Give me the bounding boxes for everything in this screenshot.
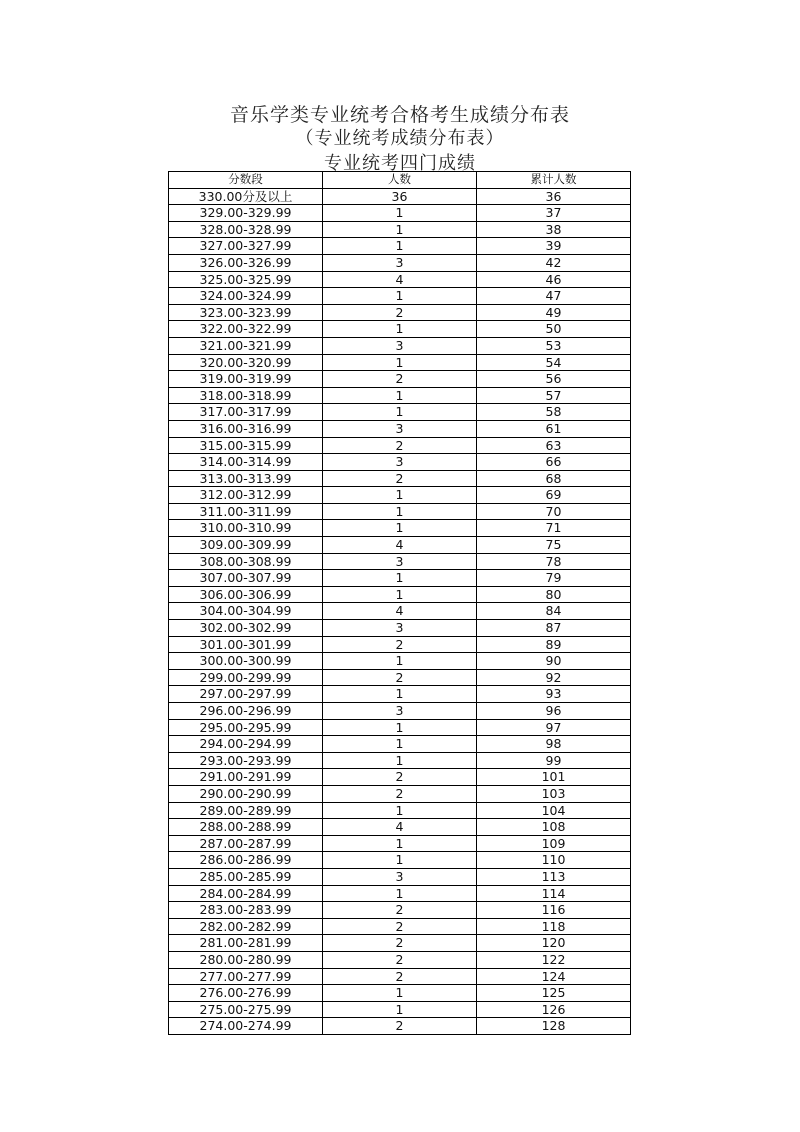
cell-count: 1 — [323, 570, 477, 587]
cell-count: 3 — [323, 420, 477, 437]
cell-cumulative-count: 122 — [477, 951, 631, 968]
cell-cumulative-count: 96 — [477, 703, 631, 720]
cell-score-range: 322.00-322.99 — [169, 321, 323, 338]
cell-count: 3 — [323, 553, 477, 570]
cell-score-range: 282.00-282.99 — [169, 918, 323, 935]
table-row — [169, 1001, 631, 1018]
table-row — [169, 188, 631, 205]
cell-cumulative-count: 113 — [477, 868, 631, 885]
cell-cumulative-count: 87 — [477, 620, 631, 637]
cell-count: 2 — [323, 935, 477, 952]
table-row — [169, 404, 631, 421]
table-body — [169, 188, 631, 1034]
cell-cumulative-count: 42 — [477, 254, 631, 271]
table-row — [169, 288, 631, 305]
cell-score-range: 308.00-308.99 — [169, 553, 323, 570]
table-row — [169, 852, 631, 869]
cell-count: 3 — [323, 337, 477, 354]
table-row — [169, 835, 631, 852]
table-row — [169, 537, 631, 554]
cell-cumulative-count: 79 — [477, 570, 631, 587]
cell-count: 36 — [323, 188, 477, 205]
cell-count: 1 — [323, 520, 477, 537]
document-subtitle: （专业统考成绩分布表） — [295, 128, 505, 149]
cell-score-range: 315.00-315.99 — [169, 437, 323, 454]
cell-cumulative-count: 101 — [477, 769, 631, 786]
table-row — [169, 520, 631, 537]
cell-count: 2 — [323, 304, 477, 321]
cell-cumulative-count: 80 — [477, 586, 631, 603]
cell-score-range: 312.00-312.99 — [169, 487, 323, 504]
header-score-range: 分数段 — [169, 172, 323, 189]
cell-count: 3 — [323, 703, 477, 720]
cell-cumulative-count: 54 — [477, 354, 631, 371]
table-row — [169, 620, 631, 637]
cell-cumulative-count: 38 — [477, 221, 631, 238]
cell-score-range: 297.00-297.99 — [169, 686, 323, 703]
cell-cumulative-count: 125 — [477, 985, 631, 1002]
table-row — [169, 703, 631, 720]
cell-count: 2 — [323, 918, 477, 935]
cell-score-range: 313.00-313.99 — [169, 470, 323, 487]
score-distribution-table — [168, 171, 631, 1035]
cell-cumulative-count: 93 — [477, 686, 631, 703]
cell-count: 1 — [323, 736, 477, 753]
cell-score-range: 277.00-277.99 — [169, 968, 323, 985]
cell-cumulative-count: 69 — [477, 487, 631, 504]
cell-score-range: 330.00分及以上 — [169, 188, 323, 205]
table-row — [169, 902, 631, 919]
cell-score-range: 295.00-295.99 — [169, 719, 323, 736]
cell-score-range: 299.00-299.99 — [169, 669, 323, 686]
cell-count: 1 — [323, 238, 477, 255]
cell-count: 1 — [323, 487, 477, 504]
cell-score-range: 301.00-301.99 — [169, 636, 323, 653]
table-row — [169, 951, 631, 968]
table-row — [169, 503, 631, 520]
cell-cumulative-count: 97 — [477, 719, 631, 736]
table-row — [169, 653, 631, 670]
cell-score-range: 316.00-316.99 — [169, 420, 323, 437]
cell-cumulative-count: 61 — [477, 420, 631, 437]
cell-count: 2 — [323, 437, 477, 454]
document-title: 音乐学类专业统考合格考生成绩分布表 — [229, 104, 570, 126]
cell-cumulative-count: 46 — [477, 271, 631, 288]
table-title: 专业统考四门成绩 — [324, 153, 476, 174]
cell-count: 2 — [323, 951, 477, 968]
cell-count: 1 — [323, 586, 477, 603]
cell-count: 3 — [323, 868, 477, 885]
table-row — [169, 387, 631, 404]
cell-score-range: 311.00-311.99 — [169, 503, 323, 520]
cell-score-range: 302.00-302.99 — [169, 620, 323, 637]
cell-cumulative-count: 53 — [477, 337, 631, 354]
cell-score-range: 310.00-310.99 — [169, 520, 323, 537]
table-row — [169, 238, 631, 255]
table-row — [169, 636, 631, 653]
cell-score-range: 286.00-286.99 — [169, 852, 323, 869]
cell-cumulative-count: 92 — [477, 669, 631, 686]
table-row — [169, 785, 631, 802]
cell-count: 1 — [323, 321, 477, 338]
cell-cumulative-count: 57 — [477, 387, 631, 404]
cell-score-range: 318.00-318.99 — [169, 387, 323, 404]
cell-score-range: 280.00-280.99 — [169, 951, 323, 968]
cell-cumulative-count: 108 — [477, 819, 631, 836]
table-row — [169, 304, 631, 321]
cell-score-range: 304.00-304.99 — [169, 603, 323, 620]
cell-count: 4 — [323, 819, 477, 836]
table-row — [169, 337, 631, 354]
cell-count: 1 — [323, 503, 477, 520]
table-row — [169, 918, 631, 935]
cell-count: 1 — [323, 221, 477, 238]
cell-count: 1 — [323, 985, 477, 1002]
cell-cumulative-count: 99 — [477, 752, 631, 769]
cell-count: 1 — [323, 802, 477, 819]
cell-cumulative-count: 90 — [477, 653, 631, 670]
cell-count: 4 — [323, 603, 477, 620]
cell-count: 2 — [323, 902, 477, 919]
cell-cumulative-count: 36 — [477, 188, 631, 205]
cell-count: 3 — [323, 454, 477, 471]
cell-count: 1 — [323, 404, 477, 421]
cell-cumulative-count: 68 — [477, 470, 631, 487]
table-row — [169, 819, 631, 836]
cell-cumulative-count: 110 — [477, 852, 631, 869]
cell-cumulative-count: 103 — [477, 785, 631, 802]
table-row — [169, 420, 631, 437]
table-row — [169, 769, 631, 786]
cell-score-range: 309.00-309.99 — [169, 537, 323, 554]
table-row — [169, 736, 631, 753]
cell-count: 2 — [323, 968, 477, 985]
table-row — [169, 321, 631, 338]
cell-score-range: 317.00-317.99 — [169, 404, 323, 421]
cell-cumulative-count: 75 — [477, 537, 631, 554]
cell-cumulative-count: 120 — [477, 935, 631, 952]
table-row — [169, 935, 631, 952]
cell-count: 1 — [323, 288, 477, 305]
cell-cumulative-count: 116 — [477, 902, 631, 919]
header-count: 人数 — [323, 172, 477, 189]
cell-score-range: 320.00-320.99 — [169, 354, 323, 371]
cell-count: 2 — [323, 769, 477, 786]
header-cumulative-count: 累计人数 — [477, 172, 631, 189]
cell-score-range: 329.00-329.99 — [169, 205, 323, 222]
cell-cumulative-count: 109 — [477, 835, 631, 852]
cell-cumulative-count: 89 — [477, 636, 631, 653]
table-row — [169, 570, 631, 587]
cell-score-range: 289.00-289.99 — [169, 802, 323, 819]
cell-score-range: 325.00-325.99 — [169, 271, 323, 288]
cell-count: 2 — [323, 371, 477, 388]
cell-score-range: 300.00-300.99 — [169, 653, 323, 670]
table-header-row — [169, 172, 631, 189]
cell-count: 2 — [323, 669, 477, 686]
cell-score-range: 307.00-307.99 — [169, 570, 323, 587]
cell-count: 3 — [323, 254, 477, 271]
cell-score-range: 291.00-291.99 — [169, 769, 323, 786]
cell-cumulative-count: 78 — [477, 553, 631, 570]
cell-score-range: 293.00-293.99 — [169, 752, 323, 769]
cell-score-range: 327.00-327.99 — [169, 238, 323, 255]
cell-count: 1 — [323, 686, 477, 703]
table-row — [169, 968, 631, 985]
cell-cumulative-count: 128 — [477, 1018, 631, 1035]
table-row — [169, 354, 631, 371]
cell-count: 1 — [323, 719, 477, 736]
cell-score-range: 319.00-319.99 — [169, 371, 323, 388]
cell-cumulative-count: 118 — [477, 918, 631, 935]
cell-cumulative-count: 58 — [477, 404, 631, 421]
cell-score-range: 281.00-281.99 — [169, 935, 323, 952]
table-row — [169, 719, 631, 736]
cell-cumulative-count: 50 — [477, 321, 631, 338]
cell-count: 4 — [323, 271, 477, 288]
cell-cumulative-count: 37 — [477, 205, 631, 222]
cell-cumulative-count: 47 — [477, 288, 631, 305]
cell-score-range: 285.00-285.99 — [169, 868, 323, 885]
cell-score-range: 274.00-274.99 — [169, 1018, 323, 1035]
cell-count: 1 — [323, 835, 477, 852]
cell-cumulative-count: 124 — [477, 968, 631, 985]
cell-cumulative-count: 49 — [477, 304, 631, 321]
cell-count: 1 — [323, 752, 477, 769]
cell-score-range: 290.00-290.99 — [169, 785, 323, 802]
cell-count: 2 — [323, 470, 477, 487]
table-row — [169, 437, 631, 454]
cell-cumulative-count: 104 — [477, 802, 631, 819]
cell-score-range: 294.00-294.99 — [169, 736, 323, 753]
cell-score-range: 314.00-314.99 — [169, 454, 323, 471]
cell-count: 4 — [323, 537, 477, 554]
cell-count: 1 — [323, 885, 477, 902]
cell-count: 1 — [323, 852, 477, 869]
cell-cumulative-count: 63 — [477, 437, 631, 454]
cell-score-range: 276.00-276.99 — [169, 985, 323, 1002]
cell-count: 3 — [323, 620, 477, 637]
cell-count: 1 — [323, 653, 477, 670]
cell-count: 1 — [323, 1001, 477, 1018]
cell-score-range: 321.00-321.99 — [169, 337, 323, 354]
cell-score-range: 283.00-283.99 — [169, 902, 323, 919]
cell-count: 1 — [323, 354, 477, 371]
cell-score-range: 306.00-306.99 — [169, 586, 323, 603]
table-row — [169, 553, 631, 570]
cell-cumulative-count: 70 — [477, 503, 631, 520]
table-row — [169, 985, 631, 1002]
table-row — [169, 802, 631, 819]
cell-count: 2 — [323, 785, 477, 802]
table-row — [169, 1018, 631, 1035]
table-row — [169, 868, 631, 885]
cell-score-range: 288.00-288.99 — [169, 819, 323, 836]
cell-cumulative-count: 84 — [477, 603, 631, 620]
table-row — [169, 271, 631, 288]
table-row — [169, 205, 631, 222]
table-row — [169, 885, 631, 902]
cell-cumulative-count: 56 — [477, 371, 631, 388]
cell-score-range: 326.00-326.99 — [169, 254, 323, 271]
table-row — [169, 586, 631, 603]
table-row — [169, 254, 631, 271]
table-row — [169, 454, 631, 471]
cell-count: 2 — [323, 636, 477, 653]
cell-count: 1 — [323, 387, 477, 404]
cell-score-range: 284.00-284.99 — [169, 885, 323, 902]
cell-count: 2 — [323, 1018, 477, 1035]
cell-cumulative-count: 114 — [477, 885, 631, 902]
table-row — [169, 669, 631, 686]
cell-count: 1 — [323, 205, 477, 222]
table-row — [169, 470, 631, 487]
table-row — [169, 487, 631, 504]
cell-score-range: 323.00-323.99 — [169, 304, 323, 321]
cell-score-range: 275.00-275.99 — [169, 1001, 323, 1018]
table-row — [169, 221, 631, 238]
cell-score-range: 296.00-296.99 — [169, 703, 323, 720]
cell-score-range: 287.00-287.99 — [169, 835, 323, 852]
table-row — [169, 371, 631, 388]
table-row — [169, 752, 631, 769]
table-row — [169, 686, 631, 703]
cell-score-range: 324.00-324.99 — [169, 288, 323, 305]
cell-score-range: 328.00-328.99 — [169, 221, 323, 238]
cell-cumulative-count: 39 — [477, 238, 631, 255]
cell-cumulative-count: 126 — [477, 1001, 631, 1018]
cell-cumulative-count: 71 — [477, 520, 631, 537]
cell-cumulative-count: 98 — [477, 736, 631, 753]
table-row — [169, 603, 631, 620]
cell-cumulative-count: 66 — [477, 454, 631, 471]
